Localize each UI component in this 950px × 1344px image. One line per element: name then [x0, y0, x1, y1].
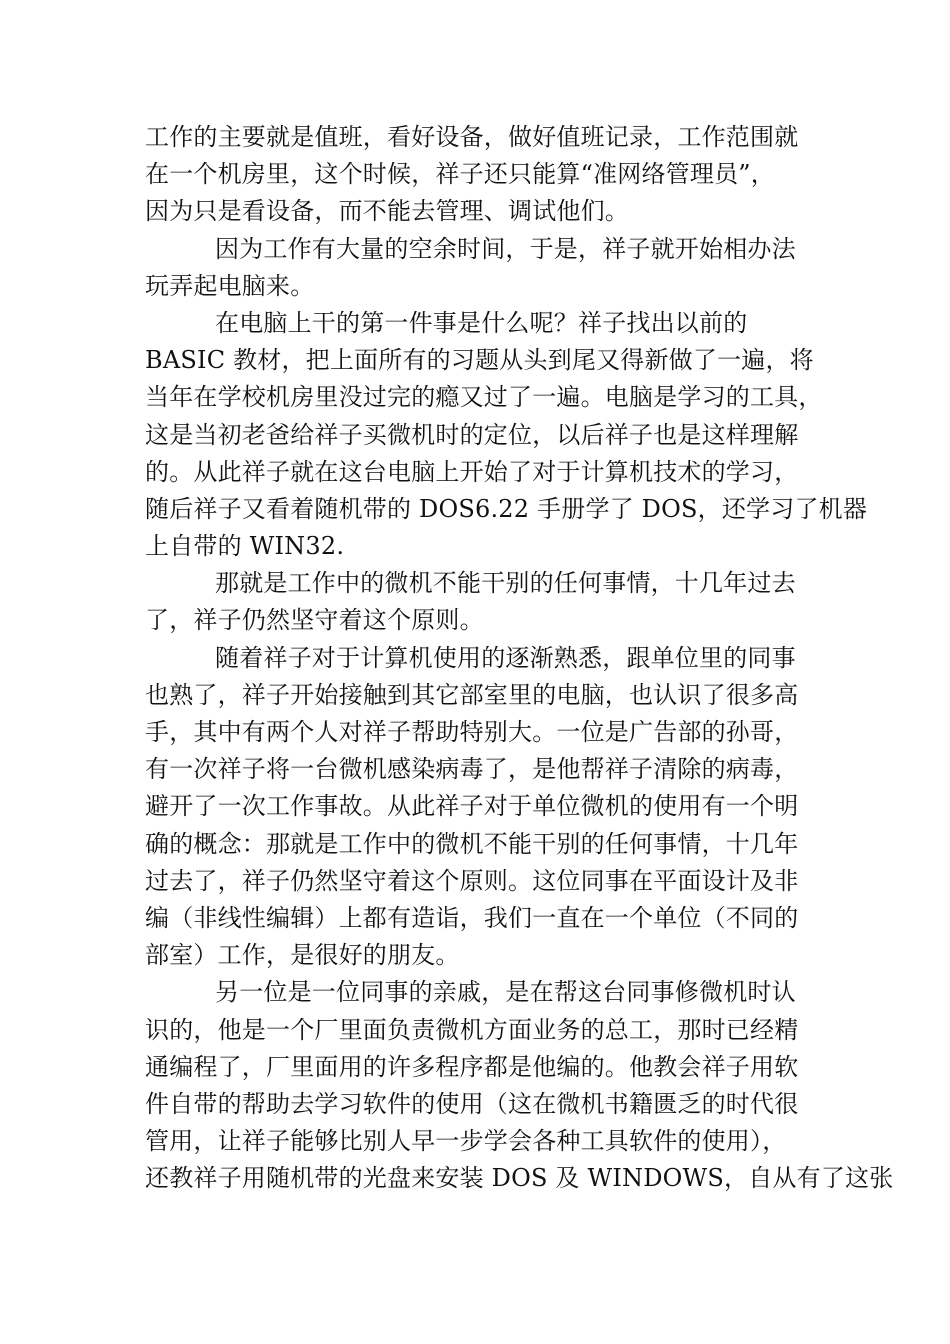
text-line: 在电脑上干的第一件事是什么呢？祥子找出以前的: [215, 308, 748, 337]
text-line: 在一个机房里，这个时候，祥子还只能算“准网络管理员”，: [145, 160, 775, 189]
text-line: 件自带的帮助去学习软件的使用（这在微机书籍匮乏的时代很: [145, 1089, 799, 1118]
text-line: 过去了，祥子仍然坚守着这个原则。这位同事在平面设计及非: [145, 866, 799, 895]
text-line: 编（非线性编辑）上都有造诣，我们一直在一个单位（不同的: [145, 903, 799, 932]
text-line: 工作的主要就是值班，看好设备，做好值班记录，工作范围就: [145, 123, 799, 151]
text-line: 这是当初老爸给祥子买微机时的定位，以后祥子也是这样理解: [145, 420, 799, 449]
text-line: 管用，让祥子能够比别人早一步学会各种工具软件的使用），: [145, 1127, 787, 1156]
text-line: 手，其中有两个人对祥子帮助特别大。一位是广告部的孙哥，: [145, 718, 799, 746]
text-line: 当年在学校机房里没过完的瘾又过了一遍。电脑是学习的工具，: [145, 383, 823, 412]
text-line: 通编程了，厂里面用的许多程序都是他编的。他教会祥子用软: [145, 1052, 799, 1081]
text-line: 随着祥子对于计算机使用的逐渐熟悉，跟单位里的同事: [215, 643, 796, 672]
text-line: 上自带的 WIN32.: [145, 532, 345, 561]
text-line: 有一次祥子将一台微机感染病毒了，是他帮祥子清除的病毒，: [145, 755, 799, 784]
text-line: 了，祥子仍然坚守着这个原则。: [145, 606, 484, 635]
text-line: 还教祥子用随机带的光盘来安装 DOS 及 WINDOWS，自从有了这张: [145, 1164, 894, 1193]
text-line: 另一位是一位同事的亲戚，是在帮这台同事修微机时认: [215, 978, 796, 1007]
text-line: 因为只是看设备，而不能去管理、调试他们。: [145, 197, 629, 226]
body-text: [145, 119, 894, 1197]
text-line: 那就是工作中的微机不能干别的任何事情，十几年过去: [215, 569, 796, 598]
text-line: 随后祥子又看着随机带的 DOS6.22 手册学了 DOS，还学习了机器: [145, 494, 868, 523]
text-line: 也熟了，祥子开始接触到其它部室里的电脑，也认识了很多高: [145, 680, 799, 709]
text-line: 识的，他是一个厂里面负责微机方面业务的总工，那时已经精: [145, 1015, 799, 1044]
text-line: 避开了一次工作事故。从此祥子对于单位微机的使用有一个明: [145, 792, 799, 821]
text-line: 因为工作有大量的空余时间，于是，祥子就开始相办法: [215, 234, 796, 263]
text-line: BASIC 教材，把上面所有的习题从头到尾又得新做了一遍，将: [145, 346, 814, 375]
text-line: 的。从此祥子就在这台电脑上开始了对于计算机技术的学习，: [145, 457, 799, 486]
text-line: 确的概念：那就是工作中的微机不能干别的任何事情，十几年: [145, 829, 799, 858]
text-line: 玩弄起电脑来。: [145, 271, 315, 300]
text-line: 部室）工作，是很好的朋友。: [145, 941, 460, 970]
